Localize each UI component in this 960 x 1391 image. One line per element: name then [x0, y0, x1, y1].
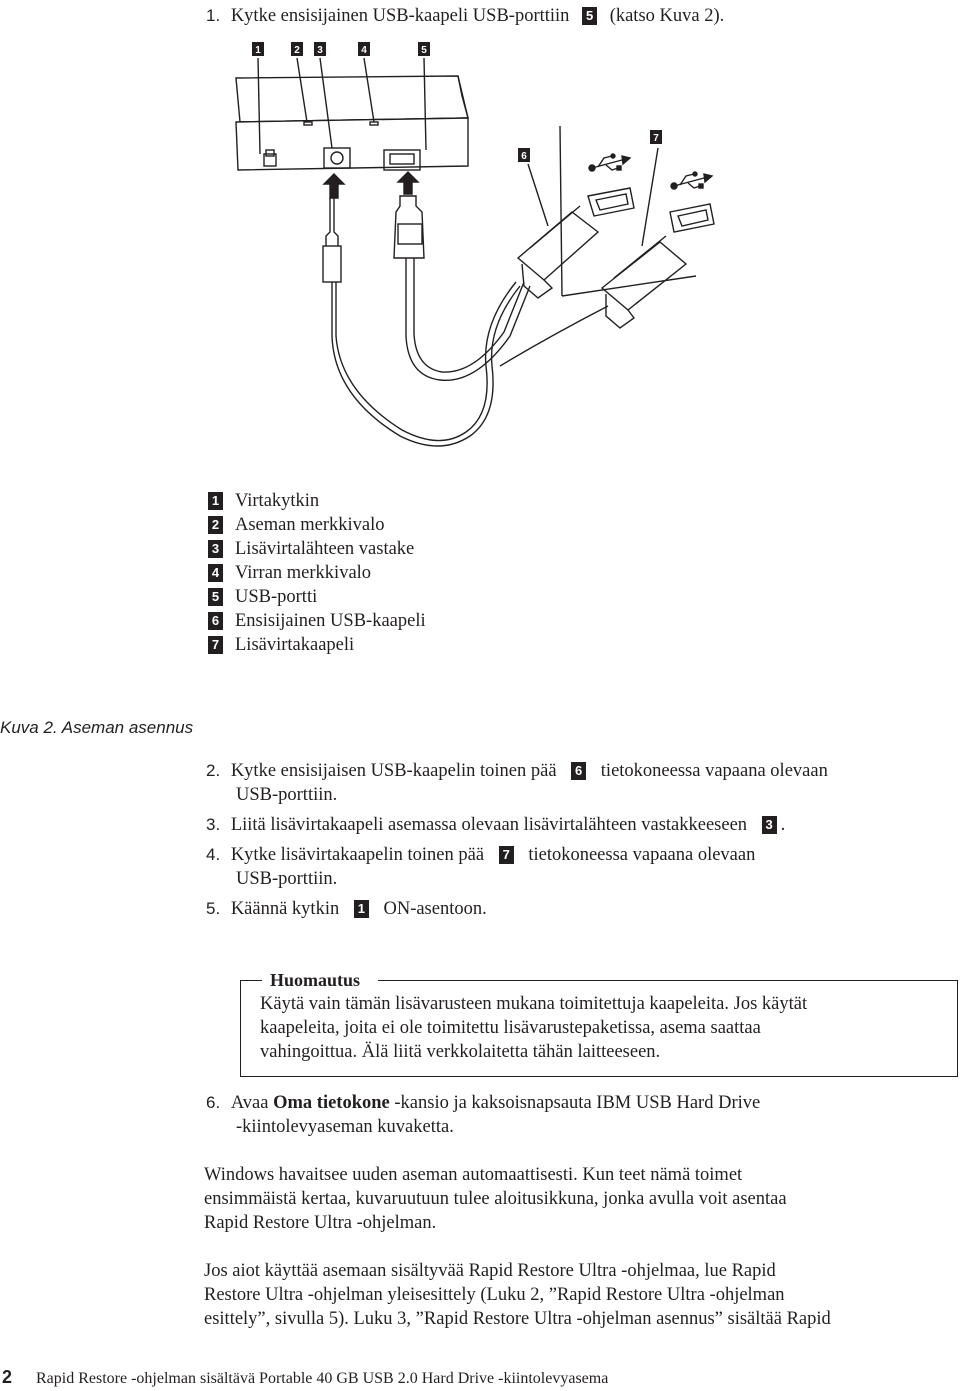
- usb-symbol-icon: [671, 172, 712, 189]
- step-text: Kytke ensisijainen USB-kaapeli USB-porttiin: [230, 6, 570, 26]
- legend-item: [208, 610, 426, 632]
- note-line: kaapeleita, joita ei ole toimitettu lisävarustepaketissa, asema saattaa: [260, 1018, 761, 1038]
- step-text-after: ON-asentoon.: [383, 899, 487, 919]
- note-border: [378, 980, 958, 981]
- legend-badge: 3: [208, 540, 223, 558]
- callout-badge: 5: [582, 7, 597, 25]
- legend-label: Lisävirtalähteen vastake: [235, 539, 415, 559]
- drive-setup-figure: [230, 36, 730, 476]
- step-number: 1.: [206, 6, 221, 25]
- paragraph-line: Rapid Restore Ultra -ohjelman.: [204, 1213, 437, 1233]
- legend-label: Virtakytkin: [235, 491, 320, 511]
- callout-6: 6: [521, 151, 527, 162]
- step-5: [206, 897, 487, 921]
- legend-item: [208, 562, 371, 584]
- legend-badge: 2: [208, 516, 223, 534]
- paragraph-line: Windows havaitsee uuden aseman automaattisesti. Kun teet nämä toimet: [204, 1165, 743, 1185]
- step-2-line2: USB-porttiin.: [236, 785, 338, 805]
- step-number: 6.: [206, 1093, 221, 1112]
- step-number: 2.: [206, 761, 221, 780]
- legend-item: [208, 490, 319, 512]
- paragraph-line: ensimmäistä kertaa, kuvaruutuun tulee aloitusikkuna, jonka avulla voit asentaa: [204, 1189, 787, 1209]
- note-line: vahingoittua. Älä liitä verkkolaitetta tähän laitteeseen.: [260, 1042, 661, 1062]
- step-text: Liitä lisävirtakaapeli asemassa olevaan lisävirtalähteen vastakkeeseen: [230, 815, 748, 835]
- callout-7: 7: [653, 133, 659, 144]
- paragraph-line: Restore Ultra -ohjelman yleisesittely (Luku 2, ”Rapid Restore Ultra -ohjelman: [204, 1285, 785, 1305]
- legend-label: Virran merkkivalo: [235, 563, 372, 583]
- step-text: Avaa: [230, 1093, 269, 1113]
- paragraph-line: Jos aiot käyttää asemaan sisältyvää Rapid Restore Ultra -ohjelmaa, lue Rapid: [204, 1261, 776, 1281]
- step-text: Käännä kytkin: [230, 899, 340, 919]
- step-number: 5.: [206, 899, 221, 918]
- step-text-after: tietokoneessa vapaana olevaan: [600, 761, 828, 781]
- legend-label: Aseman merkkivalo: [235, 515, 385, 535]
- note-line: Käytä vain tämän lisävarusteen mukana toimitettuja kaapeleita. Jos käytät: [260, 994, 808, 1014]
- paragraph-line: esittely”, sivulla 5). Luku 3, ”Rapid Restore Ultra -ohjelman asennus” sisältää Rapid: [204, 1309, 831, 1329]
- callout-2: 2: [294, 45, 300, 56]
- usb-symbol-icon: [589, 154, 630, 171]
- callout-badge: 3: [762, 816, 777, 834]
- callout-3: 3: [317, 45, 323, 56]
- step-3: [206, 813, 785, 837]
- callout-5: 5: [421, 45, 427, 56]
- step-6: [206, 1091, 760, 1115]
- step-1: [206, 4, 724, 28]
- step-2: [206, 759, 828, 783]
- legend-badge: 5: [208, 588, 223, 606]
- note-border: [240, 980, 262, 981]
- step-number: 4.: [206, 845, 221, 864]
- callout-badge: 1: [354, 900, 369, 918]
- callout-4: 4: [361, 45, 367, 56]
- legend-label: USB-portti: [235, 587, 318, 607]
- legend-label: Lisävirtakaapeli: [235, 635, 355, 655]
- step-text-after: tietokoneessa vapaana olevaan: [528, 845, 756, 865]
- step-text-after: (katso Kuva 2).: [609, 6, 725, 26]
- callout-badge: 6: [571, 762, 586, 780]
- step-text-after: .: [780, 815, 786, 835]
- callout-1: 1: [255, 45, 261, 56]
- step-text: Kytke ensisijaisen USB-kaapelin toinen pää: [230, 761, 557, 781]
- legend-badge: 1: [208, 492, 223, 510]
- page-number: 2: [2, 1367, 13, 1387]
- legend-item: [208, 514, 385, 536]
- legend-item: [208, 538, 414, 560]
- legend-item: [208, 586, 317, 608]
- legend-badge: 7: [208, 636, 223, 654]
- legend-badge: 6: [208, 612, 223, 630]
- step-6-line2: -kiintolevyaseman kuvaketta.: [236, 1117, 454, 1137]
- legend-item: [208, 634, 354, 656]
- callout-badge: 7: [499, 846, 514, 864]
- step-text: Kytke lisävirtakaapelin toinen pää: [230, 845, 485, 865]
- step-4: [206, 843, 755, 867]
- legend-label: Ensisijainen USB-kaapeli: [235, 611, 426, 631]
- figure-caption: Kuva 2. Aseman asennus: [0, 718, 194, 737]
- legend-badge: 4: [208, 564, 223, 582]
- folder-name: Oma tietokone: [273, 1093, 390, 1113]
- step-text-after: -kansio ja kaksoisnapsauta IBM USB Hard Drive: [394, 1093, 761, 1113]
- step-number: 3.: [206, 815, 221, 834]
- footer-text: Rapid Restore -ohjelman sisältävä Portable 40 GB USB 2.0 Hard Drive -kiintolevyasema: [36, 1370, 609, 1387]
- note-title: Huomautus: [270, 970, 361, 990]
- step-4-line2: USB-porttiin.: [236, 869, 338, 889]
